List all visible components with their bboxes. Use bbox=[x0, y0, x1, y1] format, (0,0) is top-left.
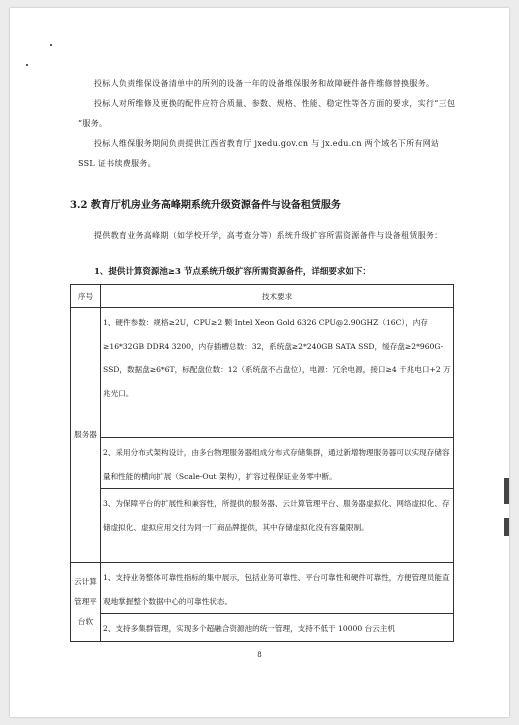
header-index: 序号 bbox=[71, 285, 101, 308]
table-row bbox=[71, 489, 454, 563]
table-caption: 1、提供计算资源池≥3 节点系统升级扩容所需资源备件，详细要求如下： bbox=[94, 267, 371, 277]
paragraph-3: 投标人维保服务期间负责提供江西省教育厅 jxedu.gov.cn 与 jx.edu.cn 两个域名下所有网站 SSL 证书续费服务。 bbox=[78, 139, 440, 168]
scan-speck bbox=[26, 64, 28, 66]
server-item-1: 1、硬件参数：规格≥2U，CPU≥2 颗 Intel Xeon Gold 6326 CPU@2.90GHZ（16C），内存≥16*32GB DDR4 3200，内存插槽总数：32，系统盘≥2*240GB SATA SSD，缓存盘≥2*960G-SSD，数据盘≥6*6T，标配盘位数：12（系统盘不占盘位），电源：冗余电源，接口≥4 千兆电口+2 万兆光口。 bbox=[101, 308, 454, 438]
server-item-2: 2、采用分布式架构设计，由多台物理服务器组成分布式存储集群，通过新增物理服务器可以实现存储容量和性能的横向扩展（Scale-Out 架构），扩容过程保证业务零中断。 bbox=[101, 438, 454, 489]
body-paragraphs bbox=[78, 74, 458, 174]
table-row bbox=[71, 563, 454, 614]
cloud-item-2: 2、支持多集群管理，实现多个超融合资源池的统一管理，支持不低于 10000 台云主机 bbox=[101, 614, 454, 642]
category-cloud-platform: 云计算管理平台软 bbox=[71, 563, 101, 642]
table-row bbox=[71, 308, 454, 438]
page-number: 8 bbox=[257, 651, 262, 659]
table-row bbox=[71, 614, 454, 642]
paragraph-1: 投标人负责维保设备清单中的所列的设备一年的设备维保服务和故障硬件备件维修替换服务。 bbox=[94, 79, 435, 88]
document-page bbox=[10, 8, 509, 717]
scan-edge-mark bbox=[504, 518, 509, 536]
header-requirements: 技术要求 bbox=[101, 285, 454, 308]
scan-edge-mark bbox=[504, 478, 509, 504]
scan-speck bbox=[50, 44, 52, 46]
section-heading: 3.2 教育厅机房业务高峰期系统升级资源备件与设备租赁服务 bbox=[70, 200, 341, 211]
intro-paragraph: 提供教育业务高峰期（如学校开学，高考查分等）系统升级扩容所需资源备件与设备租赁服务： bbox=[94, 231, 443, 240]
table-row bbox=[71, 438, 454, 489]
category-server: 服务器 bbox=[71, 308, 101, 563]
paragraph-2: 投标人对所维修及更换的配件应符合质量、参数、规格、性能、稳定性等各方面的要求，实行“三包 ”服务。 bbox=[78, 99, 456, 128]
cloud-item-1: 1、支持业务整体可靠性指标的集中展示，包括业务可靠性、平台可靠性和硬件可靠性，方便管理员能直观地掌握整个数据中心的可靠性状态。 bbox=[101, 563, 454, 614]
requirements-table bbox=[70, 284, 454, 642]
server-item-3: 3、为保障平台的扩展性和兼容性，所提供的服务器、云计算管理平台、服务器虚拟化、网络虚拟化、存储虚拟化、虚拟应用交付为同一厂商品牌提供，其中存储虚拟化没有容量限制。 bbox=[101, 489, 454, 563]
table-header-row bbox=[71, 285, 454, 308]
